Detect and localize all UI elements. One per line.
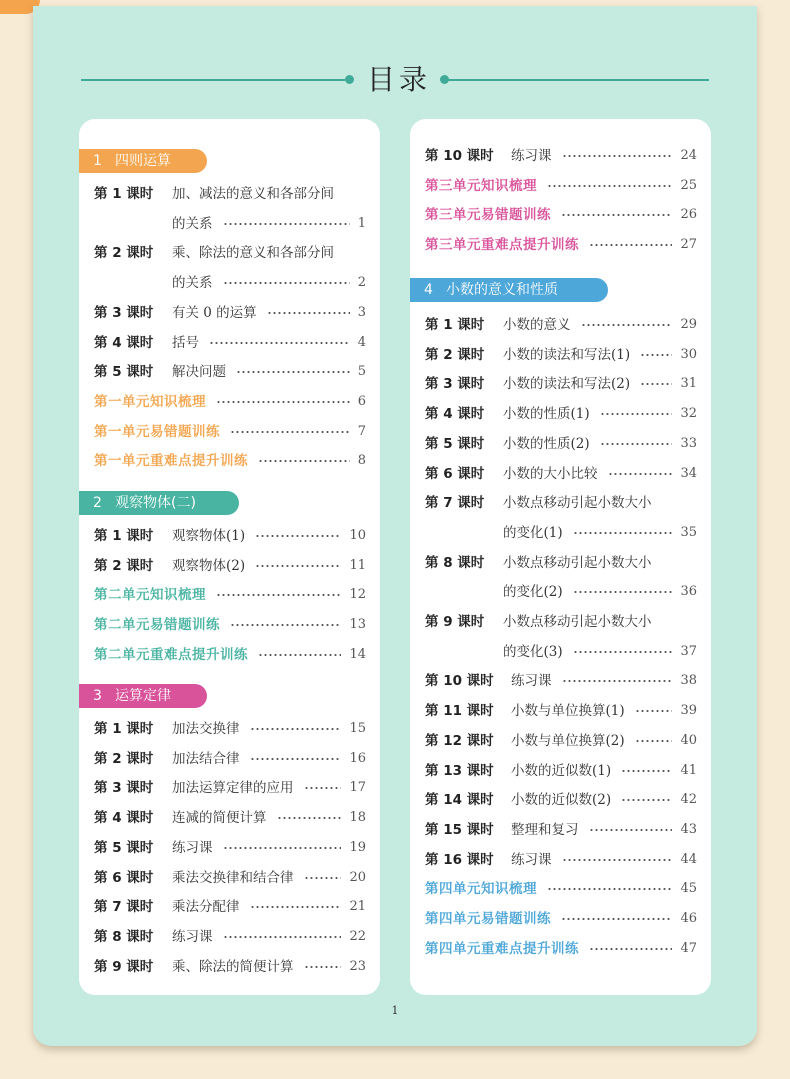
toc-entry[interactable]	[94, 524, 366, 548]
lesson-topic: 括号	[172, 334, 199, 351]
leader-dots	[258, 654, 341, 656]
leader-dots	[209, 342, 350, 344]
entry-page: 31	[680, 376, 697, 392]
leader-dots	[573, 532, 673, 534]
leader-dots	[236, 371, 350, 373]
leader-dots	[562, 680, 673, 682]
lesson-number: 第 14 课时	[425, 792, 494, 809]
toc-column-right	[410, 119, 711, 995]
lesson-number: 第 7 课时	[94, 899, 154, 916]
unit-number: 2	[93, 495, 102, 511]
entry-page: 32	[680, 406, 697, 422]
section-title: 第一单元知识梳理	[94, 393, 206, 410]
toc-page	[33, 6, 757, 1046]
leader-dots	[250, 728, 342, 730]
leader-dots	[223, 847, 342, 849]
toc-entry-continued[interactable]	[503, 521, 697, 545]
lesson-topic: 小数的读法和写法(2)	[503, 376, 631, 393]
toc-entry-special[interactable]	[94, 390, 366, 414]
lesson-number: 第 2 课时	[94, 557, 154, 574]
toc-entry[interactable]	[94, 182, 366, 206]
lesson-number: 第 16 课时	[425, 851, 494, 868]
toc-entry-special[interactable]	[94, 420, 366, 444]
leader-dots	[635, 740, 673, 742]
entry-page: 41	[680, 762, 697, 778]
leader-dots	[640, 383, 672, 385]
lesson-topic: 整理和复习	[511, 821, 579, 838]
leader-dots	[223, 282, 350, 284]
lesson-number: 第 5 课时	[94, 839, 154, 856]
lesson-topic: 连减的简便计算	[172, 810, 267, 827]
lesson-number: 第 12 课时	[425, 732, 494, 749]
leader-dots	[277, 817, 342, 819]
unit-name: 小数的意义和性质	[446, 282, 558, 298]
unit-heading-2	[79, 491, 239, 515]
lesson-topic-cont: 的变化(1)	[503, 524, 563, 541]
toc-entry[interactable]	[425, 144, 697, 168]
leader-dots	[621, 799, 672, 801]
unit-number: 4	[424, 282, 433, 298]
toc-entry[interactable]	[94, 241, 366, 265]
lesson-topic: 小数与单位换算(1)	[511, 703, 625, 720]
toc-entry[interactable]	[425, 818, 697, 842]
toc-entry-continued[interactable]	[172, 271, 366, 295]
section-title: 第三单元重难点提升训练	[425, 237, 579, 254]
toc-entry[interactable]	[425, 313, 697, 337]
entry-page: 25	[680, 177, 697, 193]
lesson-number: 第 2 课时	[94, 245, 154, 262]
leader-dots	[304, 877, 342, 879]
entry-page: 13	[349, 617, 366, 633]
toc-entry[interactable]	[425, 343, 697, 367]
lesson-topic: 小数点移动引起小数大小	[503, 554, 652, 571]
toc-entry[interactable]	[425, 729, 697, 753]
leader-dots	[258, 460, 350, 462]
toc-entry[interactable]	[94, 776, 366, 800]
entry-page: 7	[357, 423, 366, 439]
lesson-topic: 小数的意义	[503, 317, 571, 333]
section-title: 第四单元易错题训练	[425, 911, 551, 927]
section-title: 第一单元重难点提升训练	[94, 453, 248, 470]
leader-dots	[255, 565, 341, 567]
lesson-number: 第 13 课时	[425, 762, 494, 779]
leader-dots	[561, 214, 672, 216]
lesson-topic-cont: 的关系	[172, 275, 213, 292]
toc-entry[interactable]	[94, 895, 366, 919]
lesson-topic: 小数的近似数(1)	[511, 762, 612, 779]
toc-entry-special[interactable]	[425, 233, 697, 257]
lesson-topic: 练习课	[511, 673, 552, 690]
header-line-right	[447, 79, 709, 81]
toc-entry[interactable]	[94, 955, 366, 979]
toc-entry[interactable]	[94, 331, 366, 355]
lesson-number: 第 4 课时	[425, 406, 485, 423]
lesson-number: 第 11 课时	[425, 703, 494, 720]
toc-entry[interactable]	[425, 848, 697, 872]
leader-dots	[600, 413, 673, 415]
lesson-number: 第 1 课时	[94, 186, 154, 202]
entry-page: 20	[349, 869, 366, 885]
section-title: 第三单元易错题训练	[425, 207, 551, 224]
entry-page: 17	[349, 780, 366, 796]
header-line-left	[81, 79, 345, 81]
toc-column-left	[79, 119, 380, 995]
entry-page: 11	[349, 557, 366, 573]
lesson-topic-cont: 的变化(3)	[503, 643, 563, 660]
toc-entry[interactable]	[425, 669, 697, 693]
entry-page: 27	[680, 237, 697, 253]
lesson-topic: 小数点移动引起小数大小	[503, 614, 652, 630]
entry-page: 4	[357, 334, 366, 350]
leader-dots	[581, 324, 673, 326]
leader-dots	[562, 155, 673, 157]
leader-dots	[621, 770, 672, 772]
page-title: 目录	[366, 63, 431, 96]
leader-dots	[547, 888, 672, 890]
toc-entry-special[interactable]	[425, 937, 697, 961]
entry-page: 19	[349, 839, 366, 855]
entry-page: 45	[680, 881, 697, 897]
leader-dots	[561, 918, 672, 920]
lesson-topic: 乘法交换律和结合律	[172, 869, 294, 886]
leader-dots	[216, 401, 350, 403]
leader-dots	[230, 624, 341, 626]
entry-page: 29	[680, 317, 697, 332]
leader-dots	[216, 594, 341, 596]
lesson-topic: 练习课	[172, 928, 213, 945]
section-title: 第一单元易错题训练	[94, 423, 220, 440]
entry-page: 16	[349, 750, 366, 766]
entry-page: 30	[680, 346, 697, 362]
toc-entry[interactable]	[425, 372, 697, 396]
leader-dots	[573, 591, 673, 593]
toc-entry[interactable]	[425, 402, 697, 426]
toc-entry[interactable]	[94, 836, 366, 860]
entry-page: 2	[357, 275, 366, 291]
leader-dots	[589, 244, 672, 246]
leader-dots	[250, 758, 342, 760]
lesson-number: 第 4 课时	[94, 334, 154, 351]
entry-page: 15	[349, 721, 366, 736]
entry-page: 38	[680, 673, 697, 689]
toc-entry-special[interactable]	[425, 174, 697, 198]
leader-dots	[304, 966, 342, 968]
lesson-topic: 加法结合律	[172, 750, 240, 767]
toc-entry[interactable]	[94, 717, 366, 741]
lesson-topic: 小数的大小比较	[503, 465, 598, 482]
toc-entry[interactable]	[425, 491, 697, 515]
toc-entry[interactable]	[94, 925, 366, 949]
entry-page: 47	[680, 940, 697, 956]
toc-entry[interactable]	[94, 301, 366, 325]
toc-entry-special[interactable]	[425, 907, 697, 931]
lesson-number: 第 4 课时	[94, 810, 154, 827]
lesson-topic: 乘法分配律	[172, 899, 240, 916]
unit-heading-4	[410, 278, 608, 302]
lesson-number: 第 15 课时	[425, 821, 494, 838]
entry-page: 46	[680, 911, 697, 926]
unit-heading-1	[79, 149, 207, 173]
entry-page: 33	[680, 435, 697, 451]
entry-page: 3	[357, 304, 366, 320]
leader-dots	[635, 710, 673, 712]
toc-entry-continued[interactable]	[503, 640, 697, 664]
lesson-number: 第 10 课时	[425, 673, 494, 690]
page-number: 1	[391, 1004, 399, 1017]
toc-entry[interactable]	[94, 806, 366, 830]
lesson-topic: 小数的读法和写法(1)	[503, 346, 631, 363]
lesson-topic: 小数与单位换算(2)	[511, 732, 625, 749]
unit-number: 3	[93, 688, 102, 704]
leader-dots	[250, 906, 342, 908]
toc-entry-continued[interactable]	[503, 580, 697, 604]
toc-entry[interactable]	[94, 747, 366, 771]
entry-page: 43	[680, 821, 697, 837]
toc-header	[33, 60, 757, 100]
entry-page: 6	[357, 393, 366, 409]
unit-name: 运算定律	[115, 688, 171, 704]
lesson-topic: 有关 0 的运算	[172, 304, 257, 321]
leader-dots	[640, 354, 672, 356]
toc-entry[interactable]	[425, 759, 697, 783]
toc-entry-special[interactable]	[425, 877, 697, 901]
entry-page: 23	[349, 958, 366, 974]
leader-dots	[589, 948, 672, 950]
leader-dots	[573, 651, 673, 653]
entry-page: 37	[680, 643, 697, 659]
toc-entry-special[interactable]	[94, 643, 366, 667]
lesson-topic: 小数的近似数(2)	[511, 792, 612, 809]
entry-page: 24	[680, 148, 697, 163]
unit-name: 观察物体(二)	[115, 495, 196, 511]
leader-dots	[589, 829, 673, 831]
toc-entry[interactable]	[425, 788, 697, 812]
lesson-topic: 乘、除法的意义和各部分间	[172, 245, 334, 262]
entry-page: 14	[349, 646, 366, 662]
entry-page: 34	[680, 465, 697, 481]
lesson-topic: 加法运算定律的应用	[172, 780, 294, 797]
toc-entry-special[interactable]	[94, 583, 366, 607]
leader-dots	[223, 223, 350, 225]
entry-page: 35	[680, 524, 697, 540]
lesson-number: 第 10 课时	[425, 148, 494, 164]
section-title: 第二单元知识梳理	[94, 587, 206, 604]
lesson-number: 第 5 课时	[425, 435, 485, 452]
toc-entry-special[interactable]	[94, 449, 366, 473]
lesson-topic: 小数的性质(2)	[503, 435, 590, 452]
entry-page: 42	[680, 792, 697, 808]
entry-page: 12	[349, 587, 366, 603]
section-title: 第二单元重难点提升训练	[94, 646, 248, 663]
lesson-number: 第 1 课时	[94, 528, 154, 544]
entry-page: 5	[357, 364, 366, 380]
lesson-number: 第 3 课时	[94, 304, 154, 321]
leader-dots	[547, 185, 672, 187]
lesson-number: 第 9 课时	[94, 958, 154, 975]
leader-dots	[608, 473, 673, 475]
toc-entry[interactable]	[425, 462, 697, 486]
section-title: 第三单元知识梳理	[425, 177, 537, 194]
lesson-number: 第 8 课时	[425, 554, 485, 571]
toc-entry-special[interactable]	[94, 613, 366, 637]
lesson-number: 第 2 课时	[425, 346, 485, 363]
lesson-topic: 加法交换律	[172, 721, 240, 737]
entry-page: 22	[349, 928, 366, 944]
lesson-number: 第 1 课时	[94, 721, 154, 737]
lesson-number: 第 3 课时	[425, 376, 485, 393]
lesson-number: 第 2 课时	[94, 750, 154, 767]
entry-page: 1	[357, 215, 366, 231]
entry-page: 18	[349, 810, 366, 826]
lesson-number: 第 8 课时	[94, 928, 154, 945]
lesson-topic: 观察物体(1)	[172, 528, 246, 544]
lesson-number: 第 3 课时	[94, 780, 154, 797]
lesson-number: 第 6 课时	[425, 465, 485, 482]
unit-name: 四则运算	[115, 153, 171, 169]
section-title: 第四单元重难点提升训练	[425, 940, 579, 957]
entry-page: 26	[680, 207, 697, 223]
toc-entry[interactable]	[94, 554, 366, 578]
entry-page: 10	[349, 528, 366, 543]
lesson-number: 第 6 课时	[94, 869, 154, 886]
toc-entry-special[interactable]	[425, 203, 697, 227]
section-title: 第四单元知识梳理	[425, 881, 537, 898]
toc-entry[interactable]	[94, 360, 366, 384]
entry-page: 40	[680, 732, 697, 748]
leader-dots	[304, 787, 342, 789]
lesson-topic: 练习课	[172, 839, 213, 856]
lesson-topic: 练习课	[511, 851, 552, 868]
toc-entry[interactable]	[425, 610, 697, 634]
toc-entry[interactable]	[425, 432, 697, 456]
entry-page: 39	[680, 703, 697, 719]
lesson-topic: 小数的性质(1)	[503, 406, 590, 423]
lesson-topic: 乘、除法的简便计算	[172, 958, 294, 975]
lesson-topic: 加、减法的意义和各部分间	[172, 186, 334, 202]
entry-page: 21	[349, 899, 366, 915]
lesson-number: 第 7 课时	[425, 495, 485, 512]
toc-entry[interactable]	[425, 699, 697, 723]
lesson-number: 第 9 课时	[425, 614, 485, 630]
leader-dots	[230, 431, 350, 433]
section-title: 第二单元易错题训练	[94, 617, 220, 634]
lesson-topic-cont: 的关系	[172, 215, 213, 232]
lesson-topic: 小数点移动引起小数大小	[503, 495, 652, 512]
leader-dots	[267, 312, 350, 314]
lesson-topic-cont: 的变化(2)	[503, 584, 563, 601]
toc-entry[interactable]	[425, 551, 697, 575]
lesson-topic: 解决问题	[172, 364, 226, 381]
toc-entry-continued[interactable]	[172, 212, 366, 236]
leader-dots	[223, 936, 342, 938]
leader-dots	[255, 535, 341, 537]
lesson-topic: 观察物体(2)	[172, 557, 246, 574]
toc-entry[interactable]	[94, 866, 366, 890]
lesson-number: 第 5 课时	[94, 364, 154, 381]
entry-page: 36	[680, 584, 697, 600]
header-dot-left	[345, 75, 354, 84]
unit-heading-3	[79, 684, 207, 708]
entry-page: 44	[680, 851, 697, 867]
lesson-topic: 练习课	[511, 148, 552, 164]
lesson-number: 第 1 课时	[425, 317, 485, 333]
entry-page: 8	[357, 453, 366, 469]
leader-dots	[562, 859, 673, 861]
leader-dots	[600, 443, 673, 445]
unit-number: 1	[93, 153, 102, 169]
